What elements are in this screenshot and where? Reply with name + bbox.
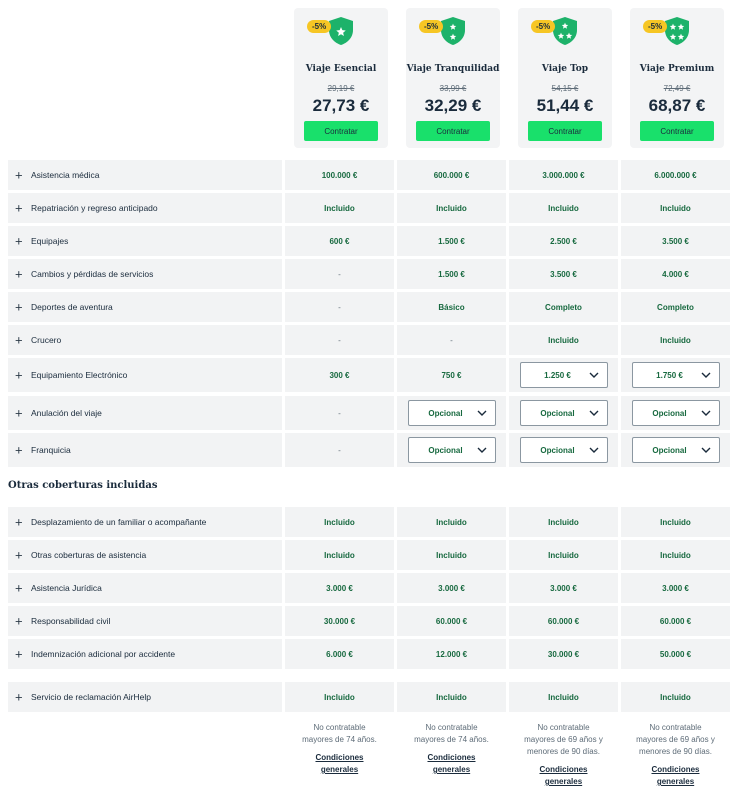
coverage-value: - — [338, 269, 341, 279]
coverage-value: Incluido — [324, 692, 355, 702]
plus-icon[interactable]: + — [15, 514, 23, 530]
coverage-value: Incluido — [548, 335, 579, 345]
coverage-value — [509, 396, 618, 430]
coverage-value: 30.000 € — [547, 649, 580, 659]
plus-icon[interactable]: + — [15, 405, 23, 421]
coverage-label: Responsabilidad civil — [31, 616, 111, 626]
select-value: 1.750 € — [656, 370, 683, 380]
conditions-link[interactable] — [397, 752, 506, 776]
discount-badge: -5% — [531, 20, 555, 33]
chevron-down-icon — [589, 409, 599, 417]
coverage-value: Incluido — [660, 335, 691, 345]
note-line: No contratable — [649, 723, 702, 732]
coverage-select[interactable] — [632, 400, 720, 426]
coverage-value: Completo — [657, 302, 694, 312]
contract-button[interactable]: Contratar — [416, 121, 490, 141]
plan-name: Viaje Esencial — [305, 64, 377, 74]
discount-badge: -5% — [643, 20, 667, 33]
coverage-row[interactable] — [8, 226, 730, 256]
coverage-select[interactable] — [520, 437, 608, 463]
coverage-label: Franquicia — [31, 445, 71, 455]
chevron-down-icon — [701, 371, 711, 379]
shield-star-icon — [664, 16, 690, 46]
coverage-value: 4.000 € — [662, 269, 689, 279]
coverage-label: Desplazamiento de un familiar o acompañante — [31, 517, 207, 527]
coverage-value: Incluido — [660, 692, 691, 702]
plan-header — [0, 0, 737, 160]
chevron-down-icon — [477, 409, 487, 417]
plus-icon[interactable]: + — [15, 200, 23, 216]
link-line: generales — [432, 765, 471, 774]
coverage-value: 3.000 € — [662, 583, 689, 593]
coverage-value: Incluido — [324, 203, 355, 213]
plan-name: Viaje Tranquilidad — [406, 64, 500, 74]
plan-card — [406, 8, 500, 148]
select-value: Opcional — [652, 445, 687, 455]
coverage-value: Incluido — [548, 203, 579, 213]
coverage-value: 50.000 € — [659, 649, 692, 659]
coverage-select[interactable] — [520, 362, 608, 388]
coverage-row[interactable] — [8, 606, 730, 636]
coverage-label: Otras coberturas de asistencia — [31, 550, 147, 560]
note-line: No contratable — [313, 723, 366, 732]
coverage-value: Incluido — [436, 517, 467, 527]
coverage-value — [509, 358, 618, 392]
coverage-value: - — [450, 335, 453, 345]
coverage-value: 1.500 € — [438, 236, 465, 246]
old-price: 54,15 € — [551, 84, 579, 93]
coverage-value: 12.000 € — [435, 649, 468, 659]
link-line: Condiciones — [651, 765, 700, 774]
select-value: Opcional — [652, 408, 687, 418]
note-line: mayores de 74 años. — [302, 735, 377, 744]
select-value: Opcional — [428, 445, 463, 455]
contract-button[interactable]: Contratar — [640, 121, 714, 141]
coverage-value: 60.000 € — [547, 616, 580, 626]
coverage-value: Completo — [545, 302, 582, 312]
link-line: Condiciones — [427, 753, 476, 762]
plus-icon[interactable]: + — [15, 233, 23, 249]
note-line: mayores de 69 años y — [636, 735, 715, 744]
coverage-row[interactable] — [8, 160, 730, 190]
plan-card — [294, 8, 388, 148]
footer-note — [397, 722, 506, 776]
coverage-row[interactable] — [8, 507, 730, 537]
coverage-value — [621, 358, 730, 392]
coverage-label: Equipajes — [31, 236, 69, 246]
coverage-value — [397, 433, 506, 467]
coverage-row[interactable] — [8, 682, 730, 712]
coverage-value: 60.000 € — [659, 616, 692, 626]
footer-note — [621, 722, 730, 788]
coverage-value: 3.000 € — [438, 583, 465, 593]
chevron-down-icon — [701, 409, 711, 417]
coverage-label: Anulación del viaje — [31, 408, 102, 418]
link-line: generales — [320, 765, 359, 774]
discount-badge: -5% — [419, 20, 443, 33]
plan-price: 27,73 € — [312, 96, 370, 115]
coverage-label: Repatriación y regreso anticipado — [31, 203, 158, 213]
conditions-link[interactable] — [285, 752, 394, 776]
coverage-row[interactable] — [8, 292, 730, 322]
contract-button[interactable]: Contratar — [528, 121, 602, 141]
shield-star-icon — [328, 16, 354, 46]
coverage-value: Incluido — [660, 550, 691, 560]
link-line: Condiciones — [315, 753, 364, 762]
coverage-value: Incluido — [660, 517, 691, 527]
plus-icon[interactable]: + — [15, 646, 23, 662]
conditions-link[interactable] — [509, 764, 618, 788]
coverage-value: Incluido — [436, 550, 467, 560]
chevron-down-icon — [589, 371, 599, 379]
old-price: 33,99 € — [439, 84, 467, 93]
coverage-value: 3.500 € — [662, 236, 689, 246]
coverage-row[interactable] — [8, 433, 730, 467]
note-line: mayores de 74 años. — [414, 735, 489, 744]
plus-icon[interactable]: + — [15, 299, 23, 315]
note-line: menores de 90 días. — [527, 747, 600, 756]
link-line: generales — [544, 777, 583, 786]
coverage-value: Incluido — [436, 203, 467, 213]
note-line: menores de 90 días. — [639, 747, 712, 756]
coverage-value: 3.000 € — [326, 583, 353, 593]
coverage-value: 1.500 € — [438, 269, 465, 279]
section-title-other: Otras coberturas incluidas — [8, 480, 158, 491]
coverage-label: Crucero — [31, 335, 62, 345]
select-value: 1.250 € — [544, 370, 571, 380]
coverage-row[interactable] — [8, 259, 730, 289]
coverage-value: 600.000 € — [433, 170, 470, 180]
chevron-down-icon — [589, 446, 599, 454]
coverage-value: 750 € — [441, 370, 462, 380]
coverage-select[interactable] — [520, 400, 608, 426]
coverage-value: - — [338, 302, 341, 312]
plan-price: 32,29 € — [424, 96, 482, 115]
coverage-value: 3.000 € — [550, 583, 577, 593]
shield-star-icon — [440, 16, 466, 46]
coverage-value: - — [338, 408, 341, 418]
plus-icon[interactable]: + — [15, 332, 23, 348]
plan-card — [630, 8, 724, 148]
coverage-value: 3.500 € — [550, 269, 577, 279]
plus-icon[interactable]: + — [15, 613, 23, 629]
coverage-select[interactable] — [632, 437, 720, 463]
coverage-value: 600 € — [329, 236, 350, 246]
coverage-row[interactable] — [8, 540, 730, 570]
coverage-value: Incluido — [436, 692, 467, 702]
note-line: mayores de 69 años y — [524, 735, 603, 744]
plan-card — [518, 8, 612, 148]
coverage-row[interactable] — [8, 396, 730, 430]
coverage-value: Básico — [438, 302, 465, 312]
coverage-row[interactable] — [8, 193, 730, 223]
chevron-down-icon — [477, 446, 487, 454]
coverage-label: Asistencia Jurídica — [31, 583, 102, 593]
shield-star-icon — [552, 16, 578, 46]
select-value: Opcional — [540, 408, 575, 418]
coverage-value: 300 € — [329, 370, 350, 380]
plan-name: Viaje Premium — [639, 64, 715, 74]
coverage-label: Servicio de reclamación AirHelp — [31, 692, 151, 702]
footer-note — [509, 722, 618, 788]
plus-icon[interactable]: + — [15, 689, 23, 705]
coverage-select[interactable] — [408, 400, 496, 426]
coverage-value — [509, 433, 618, 467]
coverage-value: Incluido — [324, 550, 355, 560]
plus-icon[interactable]: + — [15, 266, 23, 282]
plus-icon[interactable]: + — [15, 547, 23, 563]
coverage-value: Incluido — [548, 692, 579, 702]
coverage-row[interactable] — [8, 325, 730, 355]
coverage-value: 2.500 € — [550, 236, 577, 246]
coverage-label: Asistencia médica — [31, 170, 100, 180]
footer-note — [285, 722, 394, 776]
select-value: Opcional — [428, 408, 463, 418]
coverage-value: 6.000.000 € — [654, 170, 697, 180]
select-value: Opcional — [540, 445, 575, 455]
coverage-value: 6.000 € — [326, 649, 353, 659]
chevron-down-icon — [701, 446, 711, 454]
old-price: 29,19 € — [327, 84, 355, 93]
coverage-value: 3.000.000 € — [542, 170, 585, 180]
plus-icon[interactable]: + — [15, 442, 23, 458]
plus-icon[interactable]: + — [15, 367, 23, 383]
coverage-value: - — [338, 445, 341, 455]
coverage-value: 60.000 € — [435, 616, 468, 626]
link-line: generales — [656, 777, 695, 786]
plan-price: 51,44 € — [536, 96, 594, 115]
contract-button[interactable]: Contratar — [304, 121, 378, 141]
coverage-value: Incluido — [660, 203, 691, 213]
coverage-label: Equipamiento Electrónico — [31, 370, 128, 380]
coverage-row[interactable] — [8, 573, 730, 603]
note-line: No contratable — [425, 723, 478, 732]
coverage-value: Incluido — [324, 517, 355, 527]
coverage-label: Indemnización adicional por accidente — [31, 649, 176, 659]
discount-badge: -5% — [307, 20, 331, 33]
coverage-value: Incluido — [548, 550, 579, 560]
coverage-value: - — [338, 335, 341, 345]
coverage-select[interactable] — [408, 437, 496, 463]
note-line: No contratable — [537, 723, 590, 732]
coverage-label: Deportes de aventura — [31, 302, 113, 312]
coverage-select[interactable] — [632, 362, 720, 388]
plan-price: 68,87 € — [648, 96, 706, 115]
coverage-value: 100.000 € — [321, 170, 358, 180]
plus-icon[interactable]: + — [15, 580, 23, 596]
link-line: Condiciones — [539, 765, 588, 774]
conditions-link[interactable] — [621, 764, 730, 788]
coverage-row[interactable] — [8, 639, 730, 669]
coverage-value: 30.000 € — [323, 616, 356, 626]
coverage-value — [621, 433, 730, 467]
old-price: 72,49 € — [663, 84, 691, 93]
coverage-value — [621, 396, 730, 430]
coverage-value — [397, 396, 506, 430]
coverage-value: Incluido — [548, 517, 579, 527]
plan-name: Viaje Top — [541, 64, 589, 74]
coverage-label: Cambios y pérdidas de servicios — [31, 269, 154, 279]
coverage-row[interactable] — [8, 358, 730, 392]
plus-icon[interactable]: + — [15, 167, 23, 183]
